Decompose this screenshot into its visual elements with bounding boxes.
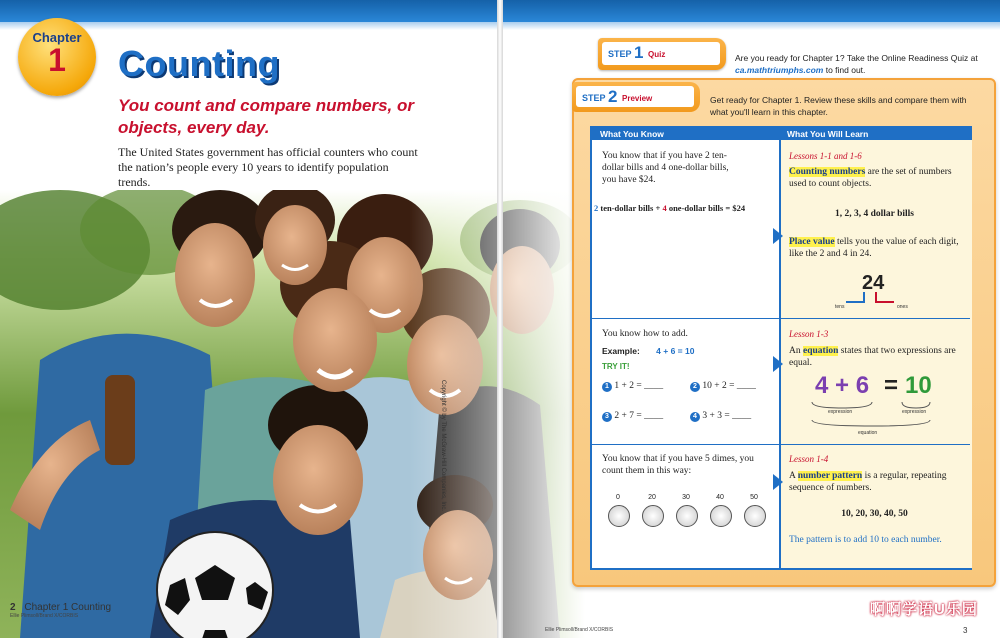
tens-label: tens xyxy=(835,304,845,310)
right-page-number: 3 xyxy=(963,626,968,635)
arrow-right-icon xyxy=(773,474,783,490)
step1-label: Quiz xyxy=(648,50,666,59)
row-divider xyxy=(592,318,970,319)
row3-note: The pattern is to add 10 to each number. xyxy=(789,535,942,545)
row1-know-text: You know that if you have 2 ten-dollar bills and 4 one-dollar bills, you have $24. xyxy=(602,151,729,185)
know-learn-table xyxy=(590,126,972,570)
header-what-you-will-learn: What You Will Learn xyxy=(779,128,970,140)
photo-credit-right: Ellie Plimsoll/Brand X/CORBIS xyxy=(545,627,614,633)
equation-label: equation xyxy=(858,430,878,436)
equation-right: 10 xyxy=(905,372,932,399)
row2-know-text: You know how to add. xyxy=(602,329,688,339)
term-equation: equation xyxy=(803,346,839,356)
row1-know-equation: 2 ten-dollar bills + 4 one-dollar bills = $24 xyxy=(594,203,746,213)
step2-instructions: Get ready for Chapter 1. Review these skills and compare them with what you'll learn in this chapter. xyxy=(710,95,967,117)
coin-label: 20 xyxy=(648,494,656,501)
problem-3: 3 2 + 7 = ____ xyxy=(602,410,663,422)
dime-icon xyxy=(710,505,732,527)
step1-word: STEP xyxy=(608,49,632,59)
row1-example: 1, 2, 3, 4 dollar bills xyxy=(834,209,914,219)
copyright-notice: Copyright © by The McGraw-Hill Companies, Inc. xyxy=(440,380,446,512)
left-page-number: 2 xyxy=(10,602,16,613)
problem-2: 2 10 + 2 = ____ xyxy=(690,380,756,392)
problem-4: 4 3 + 3 = ____ xyxy=(690,410,751,422)
row1-lesson: Lessons 1-1 and 1-6 xyxy=(789,151,862,161)
row1-def2: Place value tells you the value of each digit, like the 2 and 4 in 24. xyxy=(789,237,959,259)
row2-lesson: Lesson 1-3 xyxy=(789,329,829,339)
arrow-right-icon xyxy=(773,356,783,372)
step2-number: 2 xyxy=(608,87,618,106)
watermark-text: 啊啊学语U乐园 xyxy=(870,601,978,618)
row2-example: Example: 4 + 6 = 10 xyxy=(602,346,695,356)
step2-tab xyxy=(572,82,700,112)
equation-braces xyxy=(810,400,940,430)
term-number-pattern: number pattern xyxy=(797,471,863,481)
step1-number: 1 xyxy=(634,43,644,62)
chapter-badge xyxy=(18,18,96,96)
row3-know-text: You know that if you have 5 dimes, you count them in this way: xyxy=(602,454,754,476)
readiness-quiz-link[interactable]: ca.mathtriumphs.com xyxy=(735,65,824,75)
left-footer xyxy=(10,602,111,619)
dime-icon xyxy=(744,505,766,527)
coin-label: 40 xyxy=(716,494,724,501)
chapter-word: Chapter xyxy=(32,30,82,45)
place-value-pointers xyxy=(832,290,922,312)
step1-instructions xyxy=(735,52,985,76)
dime-icon xyxy=(608,505,630,527)
header-what-you-know: What You Know xyxy=(592,128,779,140)
term-counting-numbers: Counting numbers xyxy=(789,167,866,177)
step2-label: Preview xyxy=(622,94,653,103)
row-divider xyxy=(592,444,970,445)
arrow-right-icon xyxy=(773,228,783,244)
step1-tab xyxy=(598,38,726,70)
page-title: Counting xyxy=(118,43,280,84)
page-gutter xyxy=(497,0,503,638)
row3-sequence: 10, 20, 30, 40, 50 xyxy=(841,509,908,519)
step2-word: STEP xyxy=(582,93,606,103)
place-value-number: 24 xyxy=(862,272,885,294)
equation-left: 4 + 6 xyxy=(815,372,870,399)
step1-text-after: to find out. xyxy=(825,65,866,75)
equation-sign: = xyxy=(884,372,899,399)
try-it-label: TRY IT! xyxy=(602,362,630,371)
problem-1: 1 1 + 2 = ____ xyxy=(602,380,663,392)
expression-label-right: expression xyxy=(902,409,927,415)
term-place-value: Place value xyxy=(789,237,835,247)
dime-icon xyxy=(676,505,698,527)
photo-credit-left: Ellie Plimsoll/Brand X/CORBIS xyxy=(10,613,79,619)
row3-def: A number pattern is a regular, repeating sequence of numbers. xyxy=(789,471,947,493)
coin-label: 30 xyxy=(682,494,690,501)
expression-label-left: expression xyxy=(828,409,853,415)
row3-lesson: Lesson 1-4 xyxy=(789,454,829,464)
ones-label: ones xyxy=(897,304,908,310)
row1-def1: Counting numbers are the set of numbers used to count objects. xyxy=(789,167,952,189)
page-subtitle: You count and compare numbers, or objects, every day. xyxy=(118,96,414,137)
intro-paragraph: The United States government has official counters who count the nation’s people every 10 years to identify population trends. xyxy=(118,145,418,189)
chapter-number: 1 xyxy=(48,42,66,78)
coin-label: 0 xyxy=(616,494,620,501)
coin-label: 50 xyxy=(750,494,758,501)
row2-def: An equation states that two expressions are equal. xyxy=(789,346,956,368)
step1-text-before: Are you ready for Chapter 1? Take the Online Readiness Quiz at xyxy=(735,53,978,63)
footer-chapter-title: Chapter 1 Counting xyxy=(24,602,112,613)
dime-icon xyxy=(642,505,664,527)
